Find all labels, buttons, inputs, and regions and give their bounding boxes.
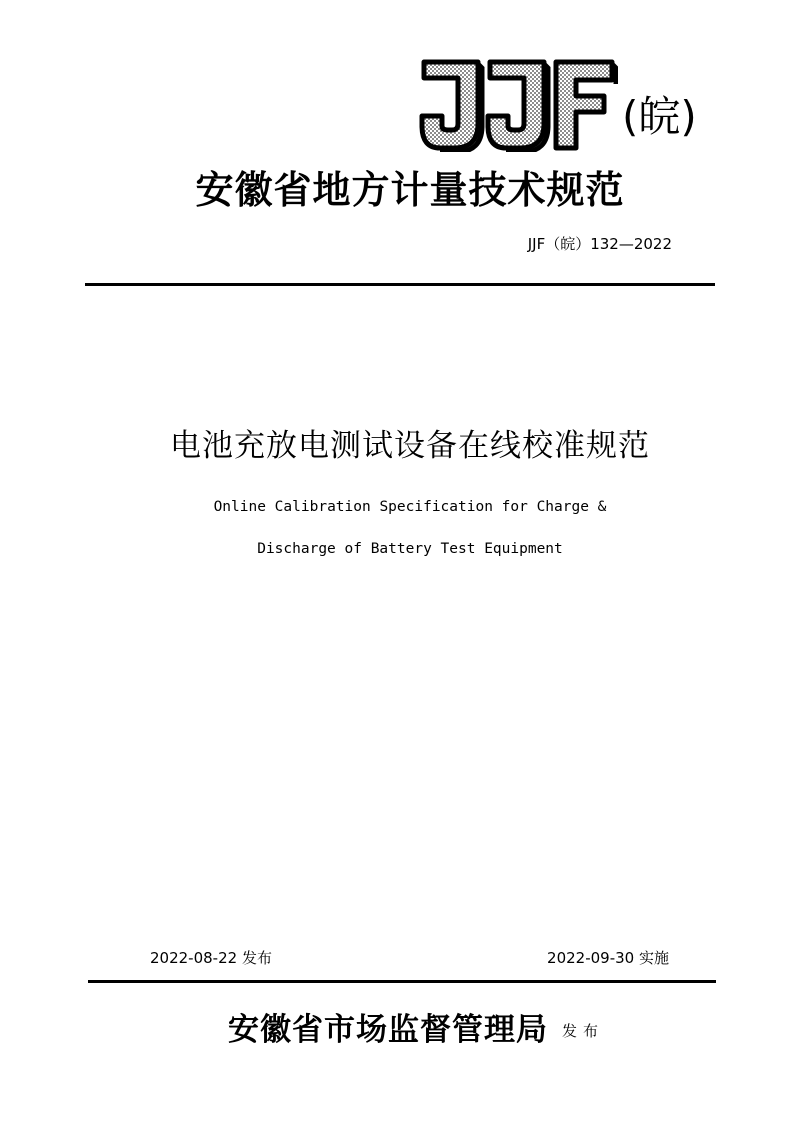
document-title-english-line2: Discharge of Battery Test Equipment bbox=[257, 541, 563, 557]
implementation-date: 2022-09-30 实施 bbox=[547, 949, 669, 967]
document-title-chinese: 电池充放电测试设备在线校准规范 bbox=[170, 428, 650, 464]
publisher-name: 安徽省市场监督管理局 bbox=[228, 1012, 548, 1048]
standard-number: JJF（皖）132—2022 bbox=[527, 235, 672, 253]
publisher bbox=[228, 1008, 604, 1053]
logo-suffix: (皖) bbox=[622, 92, 697, 141]
logo-letter-j1 bbox=[422, 62, 482, 152]
top-divider bbox=[85, 283, 715, 286]
issue-date: 2022-08-22 发布 bbox=[150, 949, 272, 967]
jjf-logo bbox=[418, 52, 618, 152]
logo-letter-j2 bbox=[488, 62, 548, 152]
standard-category-title: 安徽省地方计量技术规范 bbox=[195, 167, 625, 212]
bottom-divider bbox=[88, 980, 716, 983]
document-title-english-line1: Online Calibration Specification for Charge & bbox=[213, 499, 607, 515]
publisher-action: 发布 bbox=[562, 1022, 605, 1040]
logo-letter-f bbox=[556, 62, 616, 148]
